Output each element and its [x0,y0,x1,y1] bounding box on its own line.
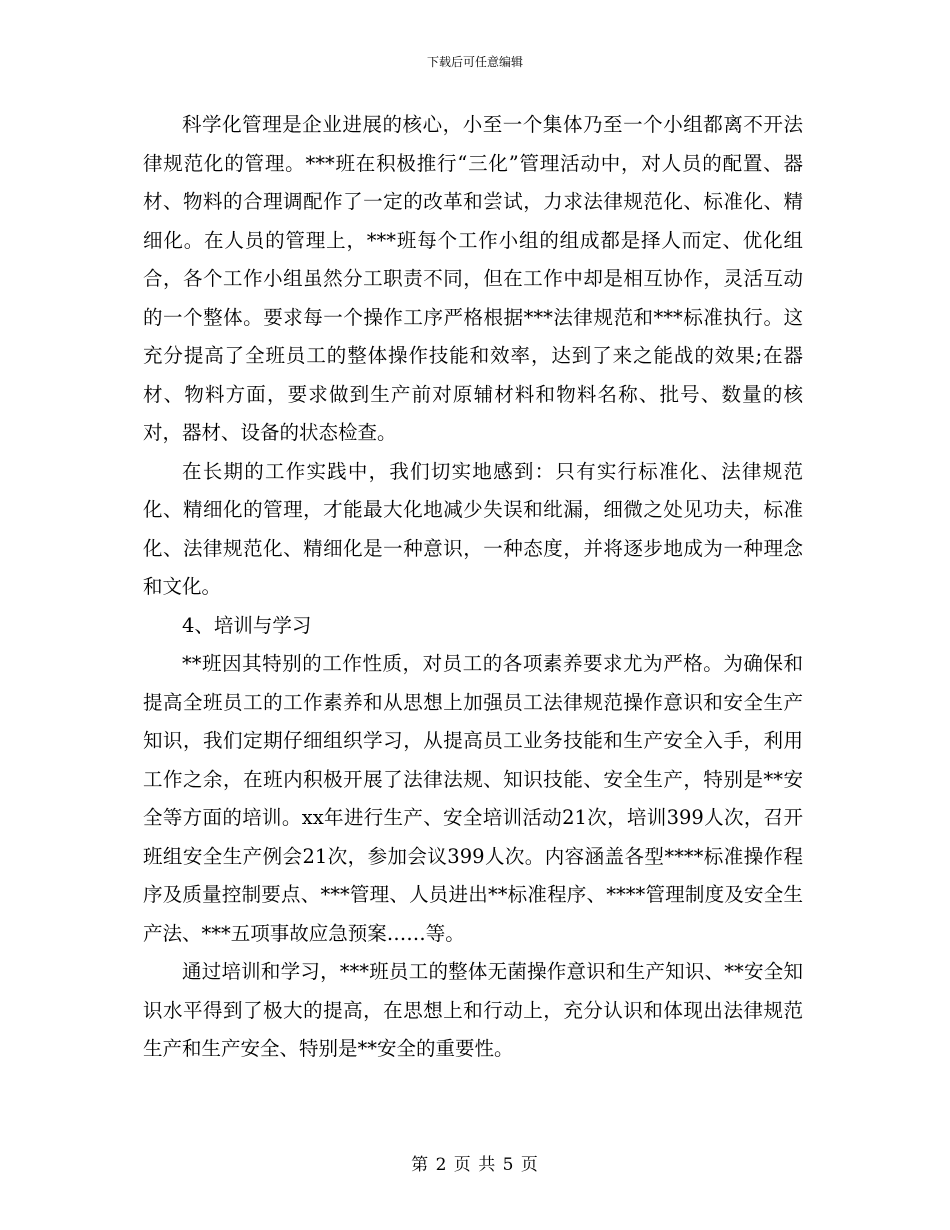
document-body [143,106,803,1069]
page-footer: 第 2 页 共 5 页 [411,1155,539,1175]
paragraph-management: 科学化管理是企业进展的核心，小至一个集体乃至一个小组都离不开法律规范化的管理。***班在积极推行“三化”管理活动中，对人员的配置、器材、物料的合理调配作了一定的改革和尝试，力求法律规范化、标准化、精细化。在人员的管理上，***班每个工作小组的组成都是择人而定、优化组合，各个工作小组虽然分工职责不同，但在工作中却是相互协作，灵活互动的一个整体。要求每一个操作工序严格根据***法律规范和***标准执行。这充分提高了全班员工的整体操作技能和效率，达到了来之能战的效果;在器材、物料方面，要求做到生产前对原辅材料和物料名称、批号、数量的核对，器材、设备的状态检查。 [143,113,803,444]
paragraph-practice: 在长期的工作实践中，我们切实地感到：只有实行标准化、法律规范化、精细化的管理，才能最大化地减少失误和纰漏，细微之处见功夫，标准化、法律规范化、精细化是一种意识，一种态度，并将逐步地成为一种理念和文化。 [143,459,803,598]
page-header: 下载后可任意编辑 [426,55,523,69]
section-heading-training: 4、培训与学习 [182,613,312,637]
paragraph-training: **班因其特别的工作性质，对员工的各项素养要求尤为严格。为确保和提高全班员工的工作素养和从思想上加强员工法律规范操作意识和安全生产知识，我们定期仔细组织学习，从提高员工业务技能和生产安全入手，利用工作之余，在班内积极开展了法律法规、知识技能、安全生产，特别是**安全等方面的培训。xx年进行生产、安全培训活动21次，培训399人次，召开班组安全生产例会21次，参加会议399人次。内容涵盖各型****标准操作程序及质量控制要点、***管理、人员进出**标准程序、****管理制度及安全生产法、***五项事故应急预案……等。 [143,652,803,945]
paragraph-results: 通过培训和学习，***班员工的整体无菌操作意识和生产知识、**安全知识水平得到了极大的提高，在思想上和行动上，充分认识和体现出法律规范生产和生产安全、特别是**安全的重要性。 [143,960,803,1060]
